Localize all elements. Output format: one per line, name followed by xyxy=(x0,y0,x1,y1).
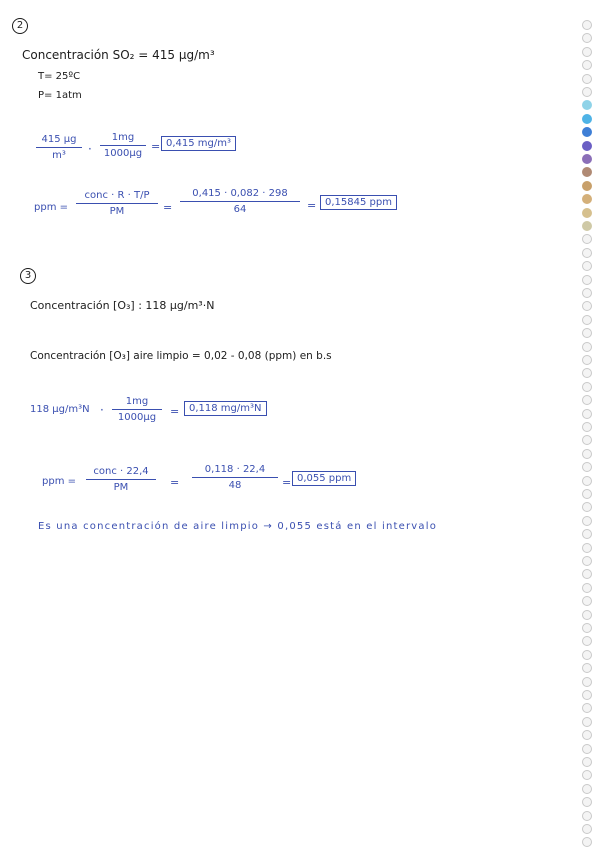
section-3-number: 3 xyxy=(20,268,36,284)
binding-ring xyxy=(582,127,592,137)
binding-ring xyxy=(582,74,592,84)
o3-conv-result-box: 0,118 mg/m³N xyxy=(184,401,267,416)
binding-ring xyxy=(582,543,592,553)
o3-conv-value: 118 µg/m³N xyxy=(30,404,90,415)
so2-ppm-equals-1: = xyxy=(163,201,173,214)
so2-conv-equals: = xyxy=(151,140,161,153)
binding-ring xyxy=(582,435,592,445)
binding-ring xyxy=(582,837,592,847)
binding-ring xyxy=(582,730,592,740)
binding-ring xyxy=(582,342,592,352)
binding-ring xyxy=(582,663,592,673)
binding-ring xyxy=(582,476,592,486)
so2-conv-fraction-1: 415 µg m³ xyxy=(36,134,82,161)
binding-ring xyxy=(582,529,592,539)
binding-ring xyxy=(582,824,592,834)
binding-ring xyxy=(582,181,592,191)
binding-ring xyxy=(582,744,592,754)
binding-ring xyxy=(582,154,592,164)
binding-ring xyxy=(582,328,592,338)
o3-ppm-formula-fraction: conc · 22,4 PM xyxy=(86,466,156,493)
binding-ring xyxy=(582,422,592,432)
binding-ring xyxy=(582,167,592,177)
binding-ring xyxy=(582,368,592,378)
so2-ppm-equals-2: = xyxy=(307,199,317,212)
temperature-label: T= 25ºC xyxy=(38,71,81,82)
o3-conv-fraction: 1mg 1000µg xyxy=(112,396,162,423)
binding-ring xyxy=(582,610,592,620)
clean-air-range: Concentración [O₃] aire limpio = 0,02 - 0,08 (ppm) en b.s xyxy=(30,350,332,362)
binding-ring xyxy=(582,489,592,499)
binding-ring xyxy=(582,556,592,566)
so2-conv-result-box: 0,415 mg/m³ xyxy=(161,136,236,151)
binding-ring xyxy=(582,516,592,526)
notebook-ring-binding xyxy=(582,20,594,848)
binding-ring xyxy=(582,100,592,110)
binding-ring xyxy=(582,811,592,821)
o3-ppm-equals-2: = xyxy=(282,476,292,489)
o3-ppm-lhs: ppm = xyxy=(42,476,76,487)
binding-ring xyxy=(582,569,592,579)
binding-ring xyxy=(582,261,592,271)
binding-ring xyxy=(582,288,592,298)
binding-ring xyxy=(582,60,592,70)
binding-ring xyxy=(582,382,592,392)
so2-ppm-formula-fraction: conc · R · T/P PM xyxy=(76,190,158,217)
binding-ring xyxy=(582,784,592,794)
binding-ring xyxy=(582,208,592,218)
conclusion-text: Es una concentración de aire limpio → 0,055 está en el intervalo xyxy=(38,521,438,532)
binding-ring xyxy=(582,221,592,231)
so2-conv-fraction-2: 1mg 1000µg xyxy=(100,132,146,159)
binding-ring xyxy=(582,636,592,646)
binding-ring xyxy=(582,20,592,30)
binding-ring xyxy=(582,703,592,713)
binding-ring xyxy=(582,248,592,258)
binding-ring xyxy=(582,47,592,57)
binding-ring xyxy=(582,690,592,700)
section-2-number: 2 xyxy=(12,18,28,34)
binding-ring xyxy=(582,33,592,43)
pressure-label: P= 1atm xyxy=(38,90,82,101)
binding-ring xyxy=(582,502,592,512)
o3-concentration-heading: Concentración [O₃] : 118 µg/m³·N xyxy=(30,299,215,312)
binding-ring xyxy=(582,449,592,459)
binding-ring xyxy=(582,87,592,97)
binding-ring xyxy=(582,462,592,472)
so2-conv-dot: · xyxy=(88,142,92,156)
binding-ring xyxy=(582,114,592,124)
binding-ring xyxy=(582,141,592,151)
o3-conv-equals: = xyxy=(170,405,180,418)
binding-ring xyxy=(582,275,592,285)
o3-ppm-values-fraction: 0,118 · 22,4 48 xyxy=(192,464,278,491)
binding-ring xyxy=(582,583,592,593)
o3-ppm-equals-1: = xyxy=(170,476,180,489)
binding-ring xyxy=(582,355,592,365)
so2-ppm-values-fraction: 0,415 · 0,082 · 298 64 xyxy=(180,188,300,215)
so2-concentration-heading: Concentración SO₂ = 415 µg/m³ xyxy=(22,48,215,62)
binding-ring xyxy=(582,234,592,244)
o3-conv-dot: · xyxy=(100,403,104,417)
binding-ring xyxy=(582,596,592,606)
binding-ring xyxy=(582,677,592,687)
binding-ring xyxy=(582,623,592,633)
binding-ring xyxy=(582,409,592,419)
binding-ring xyxy=(582,301,592,311)
binding-ring xyxy=(582,717,592,727)
binding-ring xyxy=(582,650,592,660)
binding-ring xyxy=(582,797,592,807)
binding-ring xyxy=(582,194,592,204)
o3-ppm-result-box: 0,055 ppm xyxy=(292,471,356,486)
binding-ring xyxy=(582,770,592,780)
binding-ring xyxy=(582,315,592,325)
so2-ppm-lhs: ppm = xyxy=(34,202,68,213)
binding-ring xyxy=(582,757,592,767)
binding-ring xyxy=(582,395,592,405)
so2-ppm-result-box: 0,15845 ppm xyxy=(320,195,397,210)
